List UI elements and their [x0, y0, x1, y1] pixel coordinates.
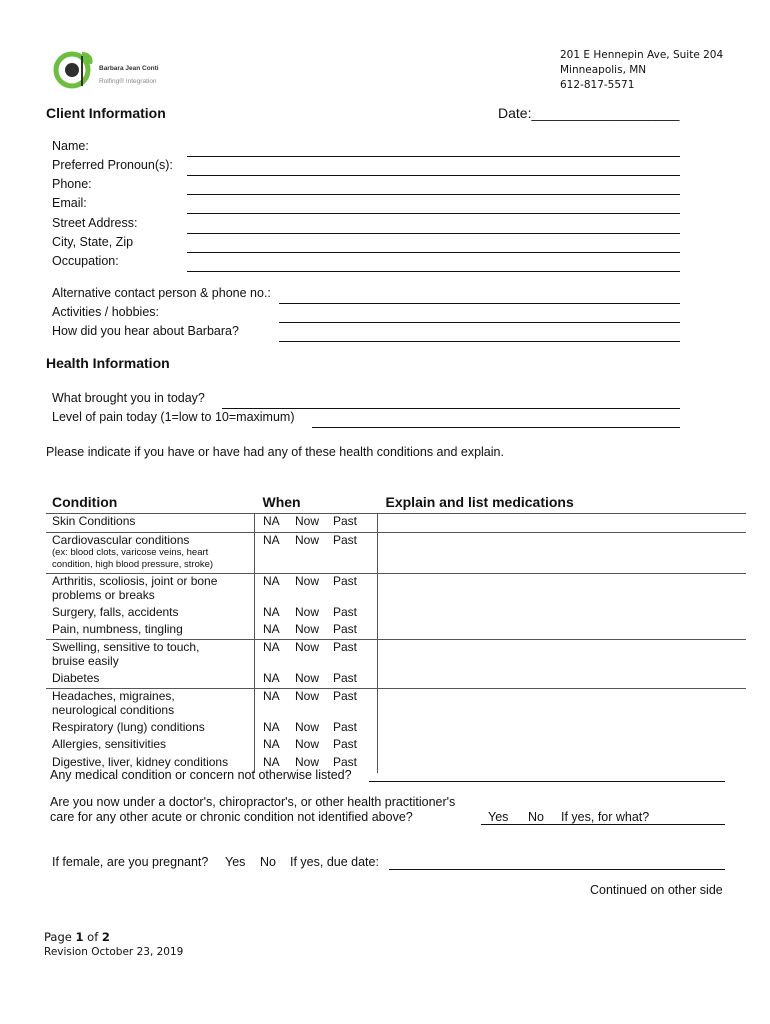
- when-option-past[interactable]: Past: [333, 622, 358, 636]
- date-field[interactable]: Date:___________________: [498, 105, 680, 121]
- condition-label-cell: [46, 533, 255, 574]
- address-line-3: 612-817-5571: [560, 79, 635, 91]
- alt-contact-label: Alternative contact person & phone no.:: [52, 286, 271, 300]
- other-condition-label: Any medical condition or concern not otherwise listed?: [50, 768, 352, 782]
- condition-label: Cardiovascular conditions: [52, 533, 190, 547]
- condition-row: [46, 689, 746, 721]
- when-option-na[interactable]: NA: [263, 755, 280, 769]
- reason-field[interactable]: [222, 408, 680, 409]
- address-line-1: 201 E Hennepin Ave, Suite 204: [560, 49, 724, 61]
- when-option-now[interactable]: Now: [295, 514, 320, 528]
- referral-label: How did you hear about Barbara?: [52, 324, 239, 338]
- condition-row: [46, 671, 746, 689]
- condition-label: Diabetes: [52, 671, 100, 685]
- condition-row: [46, 737, 746, 755]
- pronouns-label: Preferred Pronoun(s):: [52, 158, 173, 172]
- condition-label-cell: [46, 737, 255, 755]
- continued-note: Continued on other side: [590, 883, 723, 897]
- explain-field[interactable]: [378, 574, 746, 606]
- condition-label-cell: [46, 605, 255, 622]
- health-info-heading: Health Information: [46, 355, 170, 371]
- pronouns-field[interactable]: [187, 175, 680, 176]
- condition-label: Headaches, migraines, neurological conditions: [52, 689, 175, 717]
- page-total: 2: [101, 930, 110, 944]
- care-yes-option[interactable]: Yes: [488, 810, 509, 824]
- pain-field[interactable]: [312, 427, 680, 428]
- address-line-2: Minneapolis, MN: [560, 64, 647, 76]
- phone-field[interactable]: [187, 194, 680, 195]
- explain-field[interactable]: [378, 640, 746, 672]
- when-option-now[interactable]: Now: [295, 671, 320, 685]
- when-option-now[interactable]: Now: [295, 689, 320, 703]
- when-options: [255, 533, 378, 574]
- when-option-now[interactable]: Now: [295, 533, 320, 547]
- occupation-label: Occupation:: [52, 254, 119, 268]
- alt-contact-field[interactable]: [279, 303, 680, 304]
- explain-field[interactable]: [378, 533, 746, 574]
- condition-row: [46, 622, 746, 640]
- explain-field[interactable]: [378, 755, 746, 773]
- hobbies-label: Activities / hobbies:: [52, 305, 159, 319]
- when-option-na[interactable]: NA: [263, 671, 280, 685]
- table-header-row: [46, 494, 746, 514]
- city-label: City, State, Zip: [52, 235, 134, 249]
- condition-label: Pain, numbness, tingling: [52, 622, 183, 636]
- care-question-line-2: care for any other acute or chronic condition not identified above?: [50, 810, 413, 824]
- care-if-yes-label: If yes, for what?: [561, 810, 650, 824]
- when-option-past[interactable]: Past: [333, 533, 358, 547]
- explain-field[interactable]: [378, 689, 746, 721]
- street-field[interactable]: [187, 233, 680, 234]
- condition-label-cell: [46, 689, 255, 721]
- condition-note: (ex: blood clots, varicose veins, heart condition, high blood pressure, stroke): [52, 547, 214, 570]
- when-option-past[interactable]: Past: [333, 640, 358, 654]
- when-option-na[interactable]: NA: [263, 640, 280, 654]
- condition-row: [46, 605, 746, 622]
- condition-header: Condition: [52, 494, 118, 510]
- explain-field[interactable]: [378, 737, 746, 755]
- condition-label-cell: [46, 640, 255, 672]
- when-option-na[interactable]: NA: [263, 514, 280, 528]
- when-option-na[interactable]: NA: [263, 689, 280, 703]
- when-header: When: [262, 494, 301, 510]
- when-option-past[interactable]: Past: [333, 514, 358, 528]
- other-condition-field[interactable]: [369, 781, 725, 782]
- condition-label: Digestive, liver, kidney conditions: [52, 755, 229, 769]
- when-options: [255, 640, 378, 672]
- condition-row: [46, 514, 746, 533]
- explain-header: Explain and list medications: [385, 494, 574, 510]
- when-option-past[interactable]: Past: [333, 720, 358, 734]
- when-option-past[interactable]: Past: [333, 605, 358, 619]
- care-question-line-1: Are you now under a doctor's, chiropractor's, or other health practitioner's: [50, 795, 456, 809]
- when-option-now[interactable]: Now: [295, 755, 320, 769]
- when-option-na[interactable]: NA: [263, 622, 280, 636]
- revision-date: Revision October 23, 2019: [44, 946, 184, 958]
- phone-label: Phone:: [52, 177, 92, 191]
- condition-row: [46, 574, 746, 606]
- page-of: of: [83, 930, 102, 944]
- condition-label-cell: [46, 720, 255, 737]
- pregnant-no-option[interactable]: No: [260, 855, 276, 869]
- when-option-now[interactable]: Now: [295, 720, 320, 734]
- care-answer-field[interactable]: [481, 824, 725, 825]
- when-options: [255, 622, 378, 640]
- logo: [52, 48, 94, 90]
- when-options: [255, 737, 378, 755]
- when-options: [255, 514, 378, 533]
- when-options: [255, 605, 378, 622]
- leaf-logo-icon: [52, 48, 94, 90]
- when-options: [255, 574, 378, 606]
- when-option-past[interactable]: Past: [333, 671, 358, 685]
- street-label: Street Address:: [52, 216, 138, 230]
- when-option-na[interactable]: NA: [263, 720, 280, 734]
- condition-row: [46, 720, 746, 737]
- page-prefix: Page: [44, 930, 76, 944]
- condition-label: Surgery, falls, accidents: [52, 605, 179, 619]
- condition-row: [46, 533, 746, 574]
- when-option-na[interactable]: NA: [263, 533, 280, 547]
- when-option-past[interactable]: Past: [333, 574, 358, 588]
- condition-label-cell: [46, 622, 255, 640]
- when-option-na[interactable]: NA: [263, 605, 280, 619]
- conditions-instruction: Please indicate if you have or have had any of these health conditions and explain.: [46, 445, 504, 459]
- when-option-now[interactable]: Now: [295, 605, 320, 619]
- explain-field[interactable]: [378, 720, 746, 737]
- name-label: Name:: [52, 139, 89, 153]
- care-no-option[interactable]: No: [528, 810, 544, 824]
- pregnant-label: If female, are you pregnant?: [52, 855, 209, 869]
- reason-label: What brought you in today?: [52, 391, 205, 405]
- email-label: Email:: [52, 196, 87, 210]
- condition-row: [46, 640, 746, 672]
- pain-label: Level of pain today (1=low to 10=maximum): [52, 410, 295, 424]
- condition-label: Allergies, sensitivities: [52, 737, 167, 751]
- when-option-now[interactable]: Now: [295, 640, 320, 654]
- logo-tagline: Rolfing® Integration: [99, 78, 157, 85]
- due-date-field[interactable]: [389, 869, 725, 870]
- when-option-past[interactable]: Past: [333, 737, 358, 751]
- condition-label-cell: [46, 514, 255, 533]
- page-current: 1: [75, 930, 84, 944]
- when-option-now[interactable]: Now: [295, 622, 320, 636]
- hobbies-field[interactable]: [279, 322, 680, 323]
- explain-field[interactable]: [378, 622, 746, 640]
- when-options: [255, 689, 378, 721]
- referral-field[interactable]: [279, 341, 680, 342]
- condition-label: Skin Conditions: [52, 514, 136, 528]
- logo-name: Barbara Jean Conti: [99, 65, 159, 72]
- client-info-heading: Client Information: [46, 105, 166, 121]
- explain-field[interactable]: [378, 605, 746, 622]
- when-option-past[interactable]: Past: [333, 755, 358, 769]
- when-options: [255, 720, 378, 737]
- pregnant-yes-option[interactable]: Yes: [225, 855, 246, 869]
- page-number: [44, 930, 110, 944]
- occupation-field[interactable]: [187, 271, 680, 272]
- city-field[interactable]: [187, 252, 680, 253]
- due-date-label: If yes, due date:: [290, 855, 379, 869]
- conditions-table: [46, 494, 746, 773]
- when-option-na[interactable]: NA: [263, 574, 280, 588]
- when-option-now[interactable]: Now: [295, 737, 320, 751]
- when-option-na[interactable]: NA: [263, 737, 280, 751]
- email-field[interactable]: [187, 213, 680, 214]
- when-options: [255, 671, 378, 689]
- when-option-past[interactable]: Past: [333, 689, 358, 703]
- condition-label: Respiratory (lung) conditions: [52, 720, 205, 734]
- explain-field[interactable]: [378, 671, 746, 689]
- when-option-now[interactable]: Now: [295, 574, 320, 588]
- name-field[interactable]: [187, 156, 680, 157]
- condition-label: Arthritis, scoliosis, joint or bone problems or breaks: [52, 574, 218, 602]
- explain-field[interactable]: [378, 514, 746, 533]
- condition-label-cell: [46, 574, 255, 606]
- condition-label-cell: [46, 671, 255, 689]
- condition-label: Swelling, sensitive to touch, bruise easily: [52, 640, 200, 668]
